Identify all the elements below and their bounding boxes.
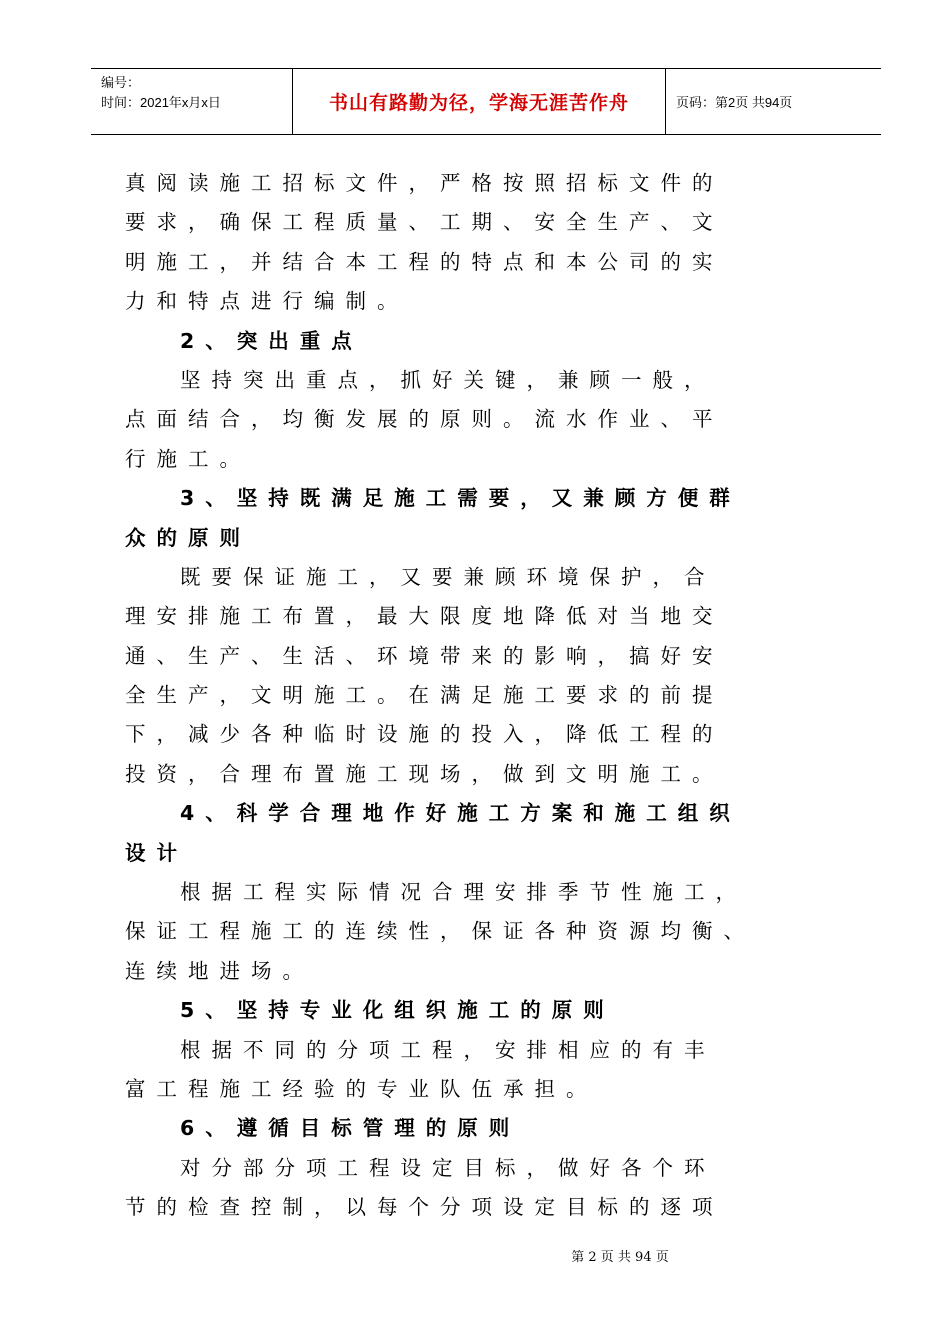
body-line: 保证工程施工的连续性，保证各种资源均衡、: [125, 919, 755, 944]
body-line: 富工程施工经验的专业队伍承担。: [125, 1076, 598, 1101]
body-line: 真阅读施工招标文件，严格按照招标文件的: [125, 171, 724, 195]
body-line: 坚持突出重点，抓好关键，兼顾一般，: [180, 367, 716, 392]
section-heading: 2、突出重点: [180, 328, 363, 353]
section-heading: 设计: [125, 840, 188, 865]
header-page-number: 页码：第2页 共94页: [676, 95, 793, 110]
body-line: 根据工程实际情况合理安排季节性施工，: [180, 880, 747, 905]
page-header: [91, 68, 881, 135]
footer-page-number: 第 2 页 共 94 页: [571, 1250, 669, 1265]
body-line: 行施工。: [125, 446, 251, 471]
body-line: 连续地进场。: [125, 958, 314, 983]
body-line: 节的检查控制，以每个分项设定目标的逐项: [125, 1195, 724, 1220]
body-line: 要求，确保工程质量、工期、安全生产、文: [125, 210, 724, 235]
document-number-label: 编号：: [101, 75, 141, 90]
body-line: 投资，合理布置施工现场，做到文明施工。: [125, 761, 724, 786]
section-heading: 4、科学合理地作好施工方案和施工组织: [180, 801, 741, 826]
body-line: 根据不同的分项工程，安排相应的有丰: [180, 1037, 716, 1062]
section-heading: 6、遵循目标管理的原则: [180, 1116, 521, 1141]
body-line: 理安排施工布置，最大限度地降低对当地交: [125, 604, 724, 629]
body-line: 既要保证施工，又要兼顾环境保护，合: [180, 564, 716, 589]
header-meta: [91, 69, 293, 134]
body-line: 明施工，并结合本工程的特点和本公司的实: [125, 249, 724, 274]
body-line: 力和特点进行编制。: [125, 289, 409, 314]
body-line: 对分部分项工程设定目标，做好各个环: [180, 1155, 716, 1180]
page-footer: [0, 1246, 950, 1265]
document-time-label: 时间：2021年x月x日: [101, 95, 221, 110]
body-line: 下，减少各种临时设施的投入，降低工程的: [125, 722, 724, 747]
body-line: 全生产，文明施工。在满足施工要求的前提: [125, 683, 724, 708]
section-heading: 5、坚持专业化组织施工的原则: [180, 998, 615, 1023]
body-line: 通、生产、生活、环境带来的影响，搞好安: [125, 643, 724, 668]
document-body: [125, 164, 845, 1228]
body-line: 点面结合，均衡发展的原则。流水作业、平: [125, 407, 724, 432]
section-heading: 3、坚持既满足施工需要，又兼顾方便群: [180, 486, 741, 511]
section-heading: 众的原则: [125, 525, 251, 550]
header-motto: 书山有路勤为径，学海无涯苦作舟: [293, 69, 666, 134]
